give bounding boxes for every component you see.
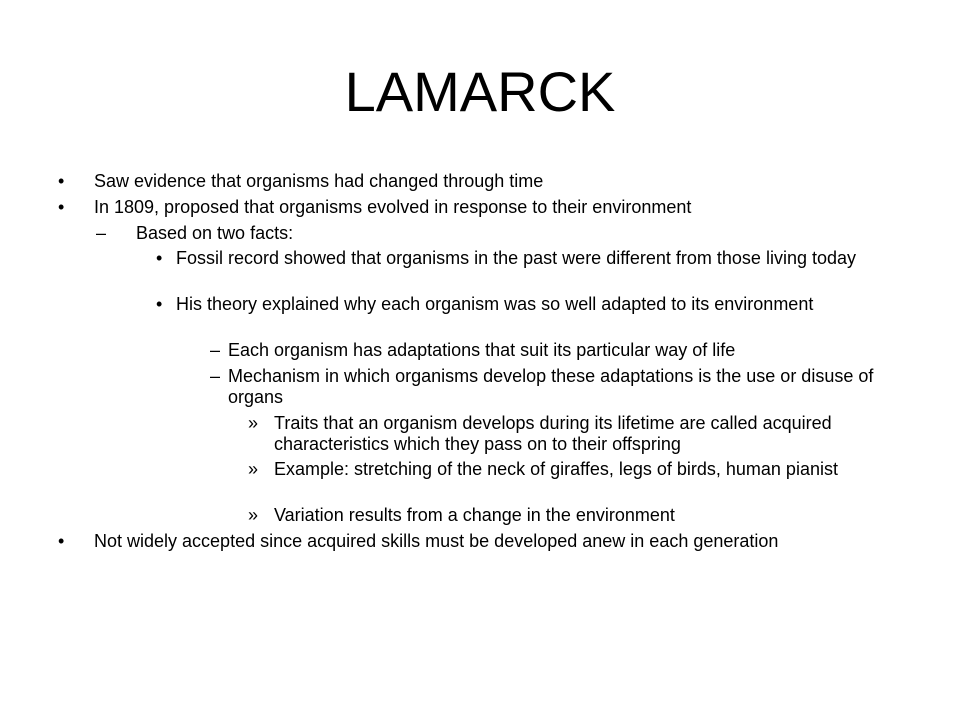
dash-marker: – [96,223,107,243]
bullet-marker: • [156,248,163,268]
raquo-marker: » [248,459,259,479]
bullet-text: Mechanism in which organisms develop these adaptations is the use or disuse of organs [228,366,874,407]
bullet-text: Based on two facts: [136,223,294,243]
raquo-marker: » [248,413,259,433]
sub-bullet-item [248,413,900,455]
dash-marker: – [210,340,221,360]
bullet-text: In 1809, proposed that organisms evolved in response to their environment [94,197,692,217]
bullet-text: His theory explained why each organism was so well adapted to its environment [176,294,814,314]
raquo-marker: » [248,505,259,525]
bullet-marker: • [58,197,65,217]
bullet-marker: • [156,294,163,314]
bullet-text: Example: stretching of the neck of giraffes, legs of birds, human pianist [274,459,838,479]
dash-marker: – [210,366,221,386]
bullet-text: Saw evidence that organisms had changed through time [94,171,544,191]
bullet-marker: • [58,171,65,191]
sub-bullet-item [210,340,900,361]
slide-title: LAMARCK [344,60,616,123]
sub-bullet-item [248,505,900,526]
sub-bullet-item [210,366,900,408]
bullet-text: Each organism has adaptations that suit its particular way of life [228,340,736,360]
bullet-item [58,531,900,552]
bullet-marker: • [58,531,65,551]
bullet-text: Not widely accepted since acquired skills must be developed anew in each generation [94,531,779,551]
sub-bullet-item [156,294,900,315]
bullet-item [58,197,900,218]
bullet-text: Traits that an organism develops during its lifetime are called acquired characteristics which they pass on to their offspring [274,413,832,454]
bullet-text: Variation results from a change in the environment [274,505,675,525]
sub-bullet-item [96,223,900,244]
bullet-text: Fossil record showed that organisms in the past were different from those living today [176,248,857,268]
bullet-item [58,171,900,192]
sub-bullet-item [248,459,900,480]
sub-bullet-item [156,248,900,269]
